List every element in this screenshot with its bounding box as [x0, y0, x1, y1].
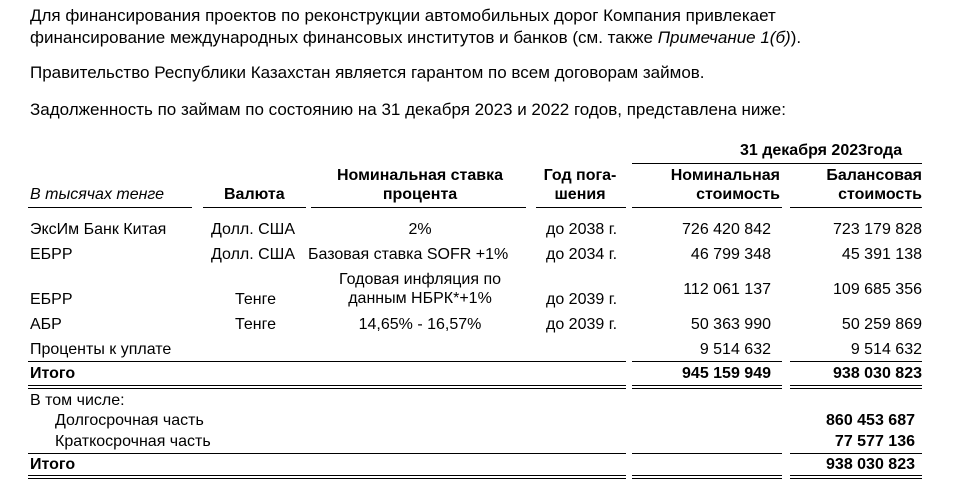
header-nominal-line-1: Номинальная [670, 167, 780, 184]
row-1-carrying: 723 179 828 [833, 221, 922, 238]
header-currency: Валюта [224, 186, 285, 203]
row-3-maturity: до 2039 г. [546, 291, 618, 308]
total-label: Итого [30, 365, 76, 382]
long-term-value: 860 453 687 [826, 412, 915, 429]
row-1-name: ЭксИм Банк Китая [30, 221, 167, 238]
final-line-carrying-1 [790, 475, 922, 476]
total-line-left-2 [28, 388, 626, 389]
intro-paragraph-1-line-1: Для финансирования проектов по реконструкции автомобильных дорог Компания привлекает [30, 6, 776, 25]
row-2-carrying: 45 391 138 [841, 246, 922, 263]
header-maturity-line-1: Год пога- [543, 167, 617, 184]
header-label: В тысячах тенге [30, 186, 165, 203]
note-reference: Примечание 1(б) [657, 28, 791, 47]
row-3-name: ЕБРР [30, 291, 73, 308]
row-4-nominal: 50 363 990 [690, 316, 771, 333]
intro-paragraph-3: Задолженность по займам по состоянию на 31 декабря 2023 и 2022 годов, представлена ниже: [30, 100, 786, 119]
long-term-label: Долгосрочная часть [55, 412, 204, 429]
breakdown-total-label: Итого [30, 456, 76, 473]
final-line-left-2 [28, 478, 626, 479]
row-1-maturity: до 2038 г. [546, 221, 618, 238]
short-term-value: 77 577 136 [834, 433, 915, 450]
total-line-carrying-1 [790, 385, 922, 386]
header-carrying-line-1: Балансовая [826, 167, 922, 184]
final-line-left-1 [28, 475, 626, 476]
breakdown-line-carrying [790, 453, 922, 454]
breakdown-total-value: 938 030 823 [826, 456, 915, 473]
row-2-rate: Базовая ставка SOFR +1% [308, 246, 509, 263]
header-underline-carrying [790, 207, 922, 208]
short-term-label: Краткосрочная часть [55, 433, 211, 450]
date-header: 31 декабря 2023года [740, 142, 903, 159]
header-nominal-line-2: стоимость [696, 186, 780, 203]
row-4-name: АБР [30, 316, 62, 333]
row-3-rate-line-1: Годовая инфляция по [338, 271, 502, 288]
row-1-currency: Долл. США [211, 221, 296, 238]
breakdown-line-nominal [632, 453, 782, 454]
total-line-left-1 [28, 385, 626, 386]
row-1-nominal: 726 420 842 [682, 221, 771, 238]
row-5-carrying: 9 514 632 [850, 341, 922, 358]
total-nominal: 945 159 949 [682, 365, 771, 382]
row-5-name: Проценты к уплате [30, 341, 172, 358]
header-underline-maturity [536, 207, 626, 208]
row-4-currency: Тенге [235, 316, 276, 333]
date-header-underline [632, 163, 922, 164]
row-2-nominal: 46 799 348 [690, 246, 771, 263]
row-4-rate: 14,65% - 16,57% [358, 316, 482, 333]
subtotal-line-left [28, 361, 626, 362]
final-line-nominal-1 [632, 475, 782, 476]
subtotal-line-nominal [632, 361, 782, 362]
header-underline-currency [203, 207, 306, 208]
intro-paragraph-2: Правительство Республики Казахстан является гарантом по всем договорам займов. [30, 63, 705, 82]
final-line-nominal-2 [632, 478, 782, 479]
total-line-nominal-2 [632, 388, 782, 389]
row-4-maturity: до 2039 г. [546, 316, 618, 333]
breakdown-line-left [28, 453, 626, 454]
total-line-nominal-1 [632, 385, 782, 386]
header-carrying-line-2: стоимость [838, 186, 922, 203]
header-rate-line-2: процента [382, 186, 458, 203]
total-line-carrying-2 [790, 388, 922, 389]
row-2-name: ЕБРР [30, 246, 73, 263]
intro-line-2-end: ). [790, 28, 802, 47]
row-3-currency: Тенге [235, 291, 276, 308]
header-underline-nominal [632, 207, 782, 208]
row-4-carrying: 50 259 869 [841, 316, 922, 333]
final-line-carrying-2 [790, 478, 922, 479]
header-maturity-line-2: шения [554, 186, 606, 203]
row-1-rate: 2% [408, 221, 432, 238]
row-5-nominal: 9 514 632 [699, 341, 771, 358]
row-2-currency: Долл. США [211, 246, 296, 263]
header-rate-line-1: Номинальная ставка [336, 167, 504, 184]
row-3-nominal: 112 061 137 [683, 281, 771, 298]
row-2-maturity: до 2034 г. [546, 246, 618, 263]
breakdown-label: В том числе: [30, 392, 125, 409]
header-underline-label [28, 207, 192, 208]
row-3-carrying: 109 685 356 [833, 281, 922, 298]
row-3-rate-line-2: данным НБРК*+1% [348, 290, 492, 307]
intro-line-2-text: финансирование международных финансовых институтов и банков (см. также [30, 28, 658, 47]
total-carrying: 938 030 823 [833, 365, 922, 382]
subtotal-line-carrying [790, 361, 922, 362]
header-underline-rate [311, 207, 526, 208]
